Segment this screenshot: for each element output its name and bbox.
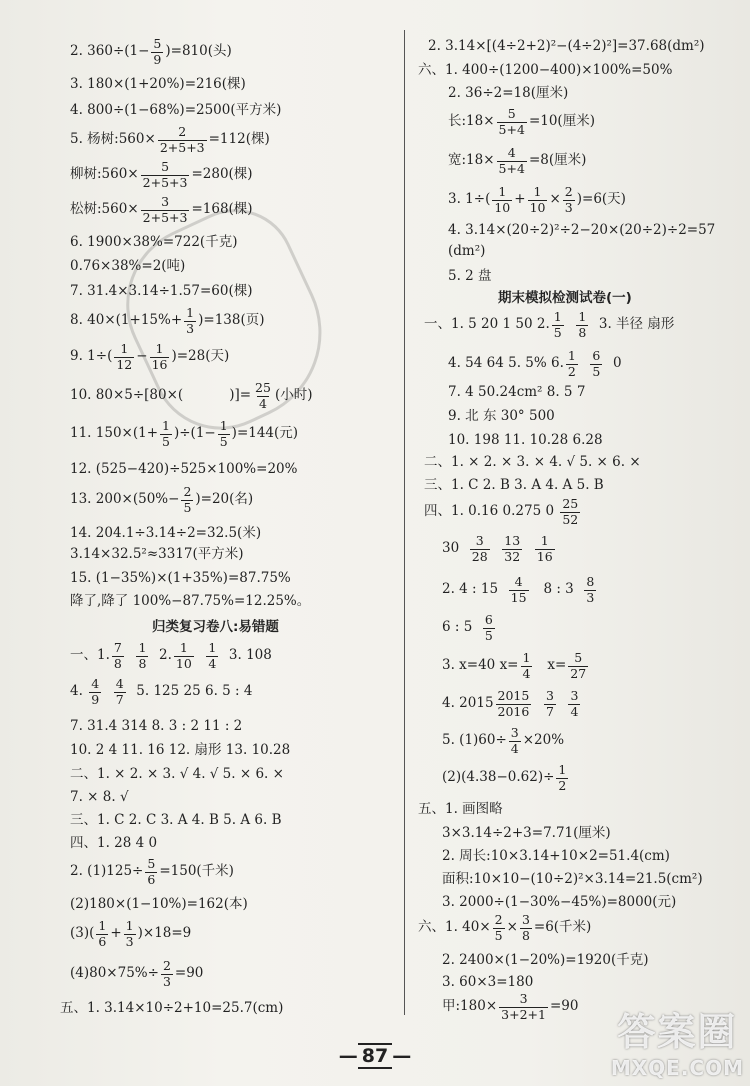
fraction: $\frac{8}{3}$ [586,574,595,605]
answer-line: 二、1. × 2. × 3. √ 4. √ 5. × 6. × [70,766,284,782]
answer-line: 四、1. 28 4 0 [70,835,158,851]
answer-line: 甲:180× $\frac{3}{3+2+1}$ =90 [442,991,579,1022]
answer-line: 6 : 5 $\frac{6}{5}$ [442,612,493,643]
answer-line: 4. 3.14×(20÷2)²÷2−20×(20÷2)÷2=57 [448,222,716,238]
answer-line: 30 $\frac{3}{28}$ $\frac{13}{32}$ $\frac{1}{16}$ [442,533,553,564]
fraction: $\frac{1}{10}$ [494,184,511,215]
answer-line: 长:18× $\frac{5}{5+4}$ =10(厘米) [448,106,595,137]
answer-line: 面积:10×10−(10÷2)²×3.14=21.5(cm²) [442,871,703,887]
fraction: $\frac{1}{5}$ [219,418,228,449]
answer-line: (dm²) [448,243,486,259]
answer-line: 5. (1)60÷ $\frac{3}{4}$ ×20% [442,725,565,756]
fraction: $\frac{5}{2+5+3}$ [142,159,188,190]
answer-line: 六、1. 40× $\frac{2}{5}$ × $\frac{3}{8}$ =6(千米) [418,912,592,943]
answer-line: 11. 150×(1+ $\frac{1}{5}$ )÷(1− $\frac{1}{5}$ )=144(元) [70,418,299,449]
answer-line: 4. $\frac{4}{9}$ $\frac{4}{7}$ 5. 125 25 6. 5 : 4 [70,676,253,707]
answer-line: 三、1. C 2. B 3. A 4. A 5. B [424,477,604,493]
answer-line: 2. 周长:10×3.14+10×2=51.4(cm) [442,848,670,864]
fraction: $\frac{1}{4}$ [522,650,531,681]
fraction: $\frac{3}{3+2+1}$ [501,991,546,1022]
answer-line: 3. x=40 x= $\frac{1}{4}$ x= $\frac{5}{27}$ [442,650,587,681]
fraction: $\frac{4}{7}$ [115,676,124,707]
answer-line: 松树:560× $\frac{3}{2+5+3}$ =168(棵) [70,194,253,225]
fraction: $\frac{1}{6}$ [98,918,107,949]
fraction: $\frac{25}{4}$ [255,380,271,411]
fraction: $\frac{2}{3}$ [564,184,573,215]
fraction: $\frac{1}{16}$ [536,533,553,564]
answer-line: 5. 杨树:560× $\frac{2}{2+5+3}$ =112(棵) [70,124,270,155]
answer-line: 六、1. 400÷(1200−400)×100%=50% [418,62,673,78]
fraction: $\frac{3}{4}$ [510,725,519,756]
answer-line: (2)180×(1−10%)=162(本) [70,896,248,912]
answer-line: 三、1. C 2. C 3. A 4. B 5. A 6. B [70,812,282,828]
answer-line: 4. 54 64 5. 5% 6. $\frac{1}{2}$ $\frac{6}{5}$ 0 [448,348,622,379]
fraction: $\frac{1}{3}$ [125,918,134,949]
section-heading: 归类复习卷八:易错题 [152,619,279,635]
answer-line: (4)80×75%÷ $\frac{2}{3}$ =90 [70,958,204,989]
answer-line: 10. 198 11. 10.28 6.28 [448,432,603,448]
fraction: $\frac{1}{4}$ [208,640,217,671]
answer-line: 7. 31.4 314 8. 3 : 2 11 : 2 [70,718,243,734]
answer-line: 5. 2 盘 [448,268,492,284]
answer-line: 3×3.14÷2+3=7.71(厘米) [442,825,611,841]
fraction: $\frac{25}{52}$ [562,496,579,527]
answer-line: 宽:18× $\frac{4}{5+4}$ =8(厘米) [448,145,587,176]
answer-line: 14. 204.1÷3.14÷2=32.5(米) [70,525,262,541]
answer-line: 9. 1÷( $\frac{1}{12}$ − $\frac{1}{16}$ )=28(天) [70,341,230,372]
fraction: $\frac{2}{2+5+3}$ [159,124,205,155]
fraction: $\frac{1}{8}$ [138,640,147,671]
answer-line: 9. 北 东 30° 500 [448,408,555,424]
answer-line: 一、1. $\frac{7}{8}$ $\frac{1}{8}$ 2. $\frac{1}{10}$ $\frac{1}{4}$ 3. 108 [70,640,272,671]
fraction: $\frac{1}{10}$ [175,640,192,671]
answer-line: 柳树:560× $\frac{5}{2+5+3}$ =280(棵) [70,159,253,190]
fraction: $\frac{2}{5}$ [494,912,503,943]
answer-line: 0.76×38%=2(吨) [70,258,186,274]
fraction: $\frac{1}{5}$ [553,309,562,340]
section-heading: 期末模拟检测试卷(一) [498,290,632,306]
fraction: $\frac{7}{8}$ [113,640,122,671]
fraction: $\frac{3}{8}$ [521,912,530,943]
fraction: $\frac{3}{4}$ [570,688,579,719]
answer-line: 2. 360÷(1− $\frac{5}{9}$ )=810(头) [70,36,232,67]
fraction: $\frac{4}{15}$ [510,574,527,605]
answer-line: 15. (1−35%)×(1+35%)=87.75% [70,570,291,586]
answer-line: (3)( $\frac{1}{6}$ + $\frac{1}{3}$ )×18=9 [70,918,192,949]
fraction: $\frac{5}{6}$ [147,856,156,887]
answer-line: 13. 200×(50%− $\frac{2}{5}$ )=20(名) [70,484,254,515]
answer-line: 4. 2015 $\frac{2015}{2016}$ $\frac{3}{7}$ $\frac{3}{4}$ [442,688,579,719]
fraction: $\frac{1}{2}$ [558,762,567,793]
answer-line: 降了,降了 100%−87.75%=12.25%。 [70,593,311,609]
fraction: $\frac{4}{5+4}$ [498,145,525,176]
answer-line: 2. 36÷2=18(厘米) [448,85,569,101]
answer-line: 2. 2400×(1−20%)=1920(千克) [442,952,649,968]
answer-line: 一、1. 5 20 1 50 2. $\frac{1}{5}$ $\frac{1}{8}$ 3. 半径 扇形 [424,309,675,340]
answer-line: 3. 180×(1+20%)=216(棵) [70,76,246,92]
fraction: $\frac{1}{8}$ [578,309,587,340]
fraction: $\frac{2015}{2016}$ [497,688,530,719]
fraction: $\frac{6}{5}$ [592,348,601,379]
fraction: $\frac{4}{9}$ [91,676,100,707]
page-number: — 87 — [338,1045,412,1067]
answer-line: 2. (1)125÷ $\frac{5}{6}$ =150(千米) [70,856,234,887]
fraction: $\frac{13}{32}$ [504,533,521,564]
fraction: $\frac{3}{7}$ [545,688,554,719]
answer-line: 10. 2 4 11. 16 12. 扇形 13. 10.28 [70,742,291,758]
answer-line: 2. 4 : 15 $\frac{4}{15}$ 8 : 3 $\frac{8}{3}$ [442,574,595,605]
fraction: $\frac{2}{5}$ [183,484,192,515]
answer-line: 12. (525−420)÷525×100%=20% [70,461,298,477]
answer-line: 7. 4 50.24cm² 8. 5 7 [448,384,586,400]
fraction: $\frac{5}{27}$ [570,650,587,681]
answer-line: 7. × 8. √ [70,789,129,805]
answer-line: 10. 80×5÷[80×( )]= $\frac{25}{4}$ (小时) [70,380,313,411]
fraction: $\frac{6}{5}$ [484,612,493,643]
site-watermark-logo: 答案圈 MXQE.COM [610,1010,744,1080]
answer-line: 4. 800÷(1−68%)=2500(平方米) [70,102,282,118]
answer-line: 8. 40×(1+15%+ $\frac{1}{3}$ )=138(页) [70,305,265,336]
fraction: $\frac{1}{5}$ [162,418,170,449]
fraction: $\frac{1}{12}$ [116,341,133,372]
answer-line: 五、1. 画图略 [418,801,503,817]
fraction: $\frac{2}{3}$ [162,958,171,989]
fraction: $\frac{3}{28}$ [471,533,488,564]
fraction: $\frac{1}{16}$ [151,341,168,372]
answer-line: 7. 31.4×3.14÷1.57=60(棵) [70,283,253,299]
answer-line: 3. 60×3=180 [442,974,534,990]
fraction: $\frac{5}{9}$ [153,36,162,67]
answer-line: 3. 2000÷(1−30%−45%)=8000(元) [442,894,677,910]
answer-line: 3.14×32.5²≈3317(平方米) [70,546,244,562]
fraction: $\frac{3}{2+5+3}$ [142,194,188,225]
fraction: $\frac{5}{5+4}$ [498,106,525,137]
answer-line: 五、1. 3.14×10÷2+10=25.7(cm) [60,1000,284,1016]
answer-line: 四、1. 0.16 0.275 0 $\frac{25}{52}$ [424,496,579,527]
answer-line: (2)(4.38−0.62)÷ $\frac{1}{2}$ [442,762,567,793]
answer-line: 6. 1900×38%=722(千克) [70,234,238,250]
fraction: $\frac{1}{3}$ [186,305,195,336]
answer-line: 2. 3.14×[(4÷2+2)²−(4÷2)²]=37.68(dm²) [428,38,705,54]
column-divider [404,30,405,1015]
text: 2. 360÷(1− [70,43,150,60]
fraction: $\frac{1}{10}$ [529,184,546,215]
fraction: $\frac{1}{2}$ [567,348,576,379]
answer-line: 二、1. × 2. × 3. × 4. √ 5. × 6. × [424,454,641,470]
answer-line: 3. 1÷( $\frac{1}{10}$ + $\frac{1}{10}$ × $\frac{2}{3}$ )=6(天) [448,184,626,215]
